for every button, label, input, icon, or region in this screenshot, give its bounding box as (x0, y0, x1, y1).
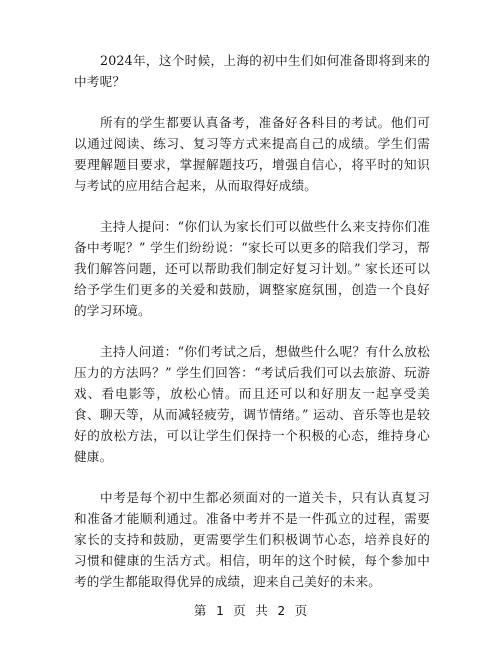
paragraph-study-preparation: 所有的学生都要认真备考，准备好各科目的考试。他们可以通过阅读、练习、复习等方式来提高自己的成绩。学生们需要理解题目要求，掌握解题技巧，增强自信心，将平时的知识与考试的应用结合起来，从而取得好成绩。 (74, 115, 430, 193)
document-body (74, 50, 430, 592)
paragraph-intro-question: 2024年，这个时候，上海的初中生们如何准备即将到来的中考呢？ (74, 53, 430, 89)
paragraph-parent-support: 主持人提问：“你们认为家长们可以做些什么来支持你们准备中考呢？” 学生们纷纷说：“家长可以更多的陪我们学习，帮我们解答问题，还可以帮助我们制定好复习计划。” 家长还可以给予学生们更多的关爱和鼓励，调整家庭氛围，创造一个良好的学习环境。 (74, 219, 430, 318)
page-number-footer: 第 1 页 共 2 页 (193, 603, 309, 618)
paragraph-conclusion: 中考是每个初中生都必须面对的一道关卡，只有认真复习和准备才能顺利通过。准备中考并不是一件孤立的过程，需要家长的支持和鼓励，更需要学生们积极调节心态，培养良好的习惯和健康的生活方式。相信，明年的这个时候，每个参加中考的学生都能取得优异的成绩，迎来自己美好的未来。 (74, 490, 430, 589)
paragraph-relaxation-methods: 主持人问道：“你们考试之后，想做些什么呢？有什么放松压力的方法吗？” 学生们回答：“考试后我们可以去旅游、玩游戏、看电影等，放松心情。而且还可以和好朋友一起享受美食、聊天等，从而减轻疲劳，调节情绪。” 运动、音乐等也是较好的放松方法，可以让学生们保持一个积极的心态，维持身心健康。 (74, 344, 430, 464)
